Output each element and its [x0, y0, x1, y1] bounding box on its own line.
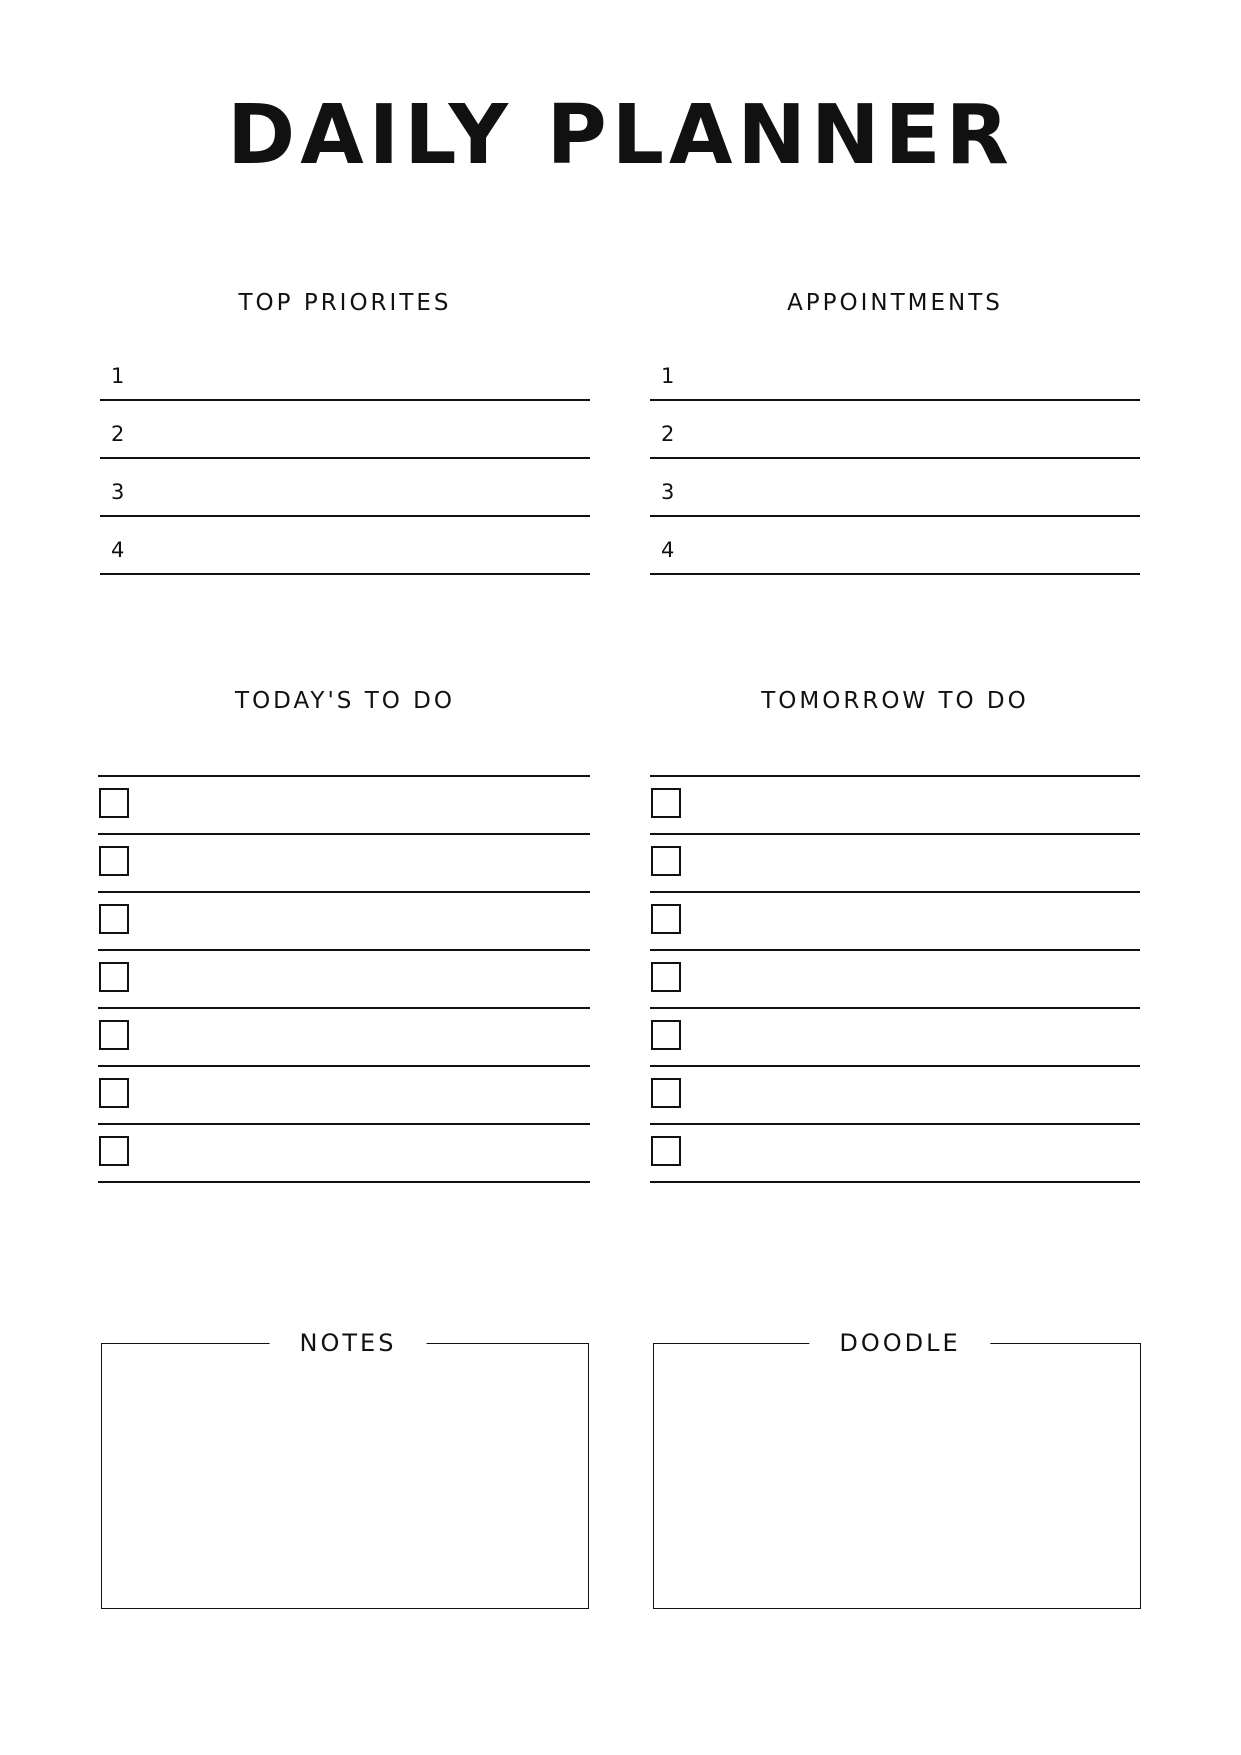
appointments-heading: APPOINTMENTS [787, 290, 1003, 316]
appointment-row[interactable] [650, 343, 1140, 401]
doodle-heading: DOODLE [809, 1330, 990, 1356]
appointment-row[interactable] [650, 401, 1140, 459]
tomorrow-todo-heading: TOMORROW TO DO [761, 688, 1029, 714]
row-number: 3 [111, 480, 125, 504]
row-number: 2 [111, 422, 125, 446]
tomorrow-todo-list [650, 775, 1140, 1183]
todo-row[interactable] [98, 777, 590, 835]
checkbox[interactable] [99, 962, 129, 992]
todo-row[interactable] [650, 777, 1140, 835]
appointments-list [650, 343, 1140, 575]
todo-row[interactable] [98, 835, 590, 893]
priority-row[interactable] [100, 517, 590, 575]
appointment-row[interactable] [650, 517, 1140, 575]
checkbox[interactable] [651, 846, 681, 876]
checkbox[interactable] [99, 1078, 129, 1108]
checkbox[interactable] [651, 1078, 681, 1108]
priority-row[interactable] [100, 401, 590, 459]
todo-row[interactable] [98, 1009, 590, 1067]
top-priorities-list [100, 343, 590, 575]
todo-row[interactable] [650, 1009, 1140, 1067]
row-number: 4 [111, 538, 125, 562]
checkbox[interactable] [651, 962, 681, 992]
checkbox[interactable] [99, 904, 129, 934]
notes-heading: NOTES [270, 1330, 427, 1356]
checkbox[interactable] [651, 1136, 681, 1166]
todo-row[interactable] [650, 835, 1140, 893]
checkbox[interactable] [651, 904, 681, 934]
notes-box[interactable] [101, 1329, 589, 1609]
todays-todo-list [98, 775, 590, 1183]
todo-row[interactable] [98, 893, 590, 951]
todo-row[interactable] [98, 1125, 590, 1183]
doodle-box[interactable] [653, 1329, 1141, 1609]
checkbox[interactable] [99, 1136, 129, 1166]
todo-row[interactable] [650, 893, 1140, 951]
row-number: 2 [661, 422, 675, 446]
top-priorities-heading: TOP PRIORITES [238, 290, 452, 316]
checkbox[interactable] [99, 1020, 129, 1050]
checkbox[interactable] [651, 1020, 681, 1050]
todo-row[interactable] [98, 1067, 590, 1125]
todo-row[interactable] [650, 1125, 1140, 1183]
todays-todo-heading: TODAY'S TO DO [235, 688, 455, 714]
checkbox[interactable] [99, 788, 129, 818]
todo-row[interactable] [650, 1067, 1140, 1125]
checkbox[interactable] [651, 788, 681, 818]
row-number: 3 [661, 480, 675, 504]
row-number: 4 [661, 538, 675, 562]
row-number: 1 [111, 364, 125, 388]
priority-row[interactable] [100, 343, 590, 401]
priority-row[interactable] [100, 459, 590, 517]
todo-row[interactable] [98, 951, 590, 1009]
checkbox[interactable] [99, 846, 129, 876]
row-number: 1 [661, 364, 675, 388]
appointment-row[interactable] [650, 459, 1140, 517]
page-title: DAILY PLANNER [227, 88, 1014, 183]
todo-row[interactable] [650, 951, 1140, 1009]
